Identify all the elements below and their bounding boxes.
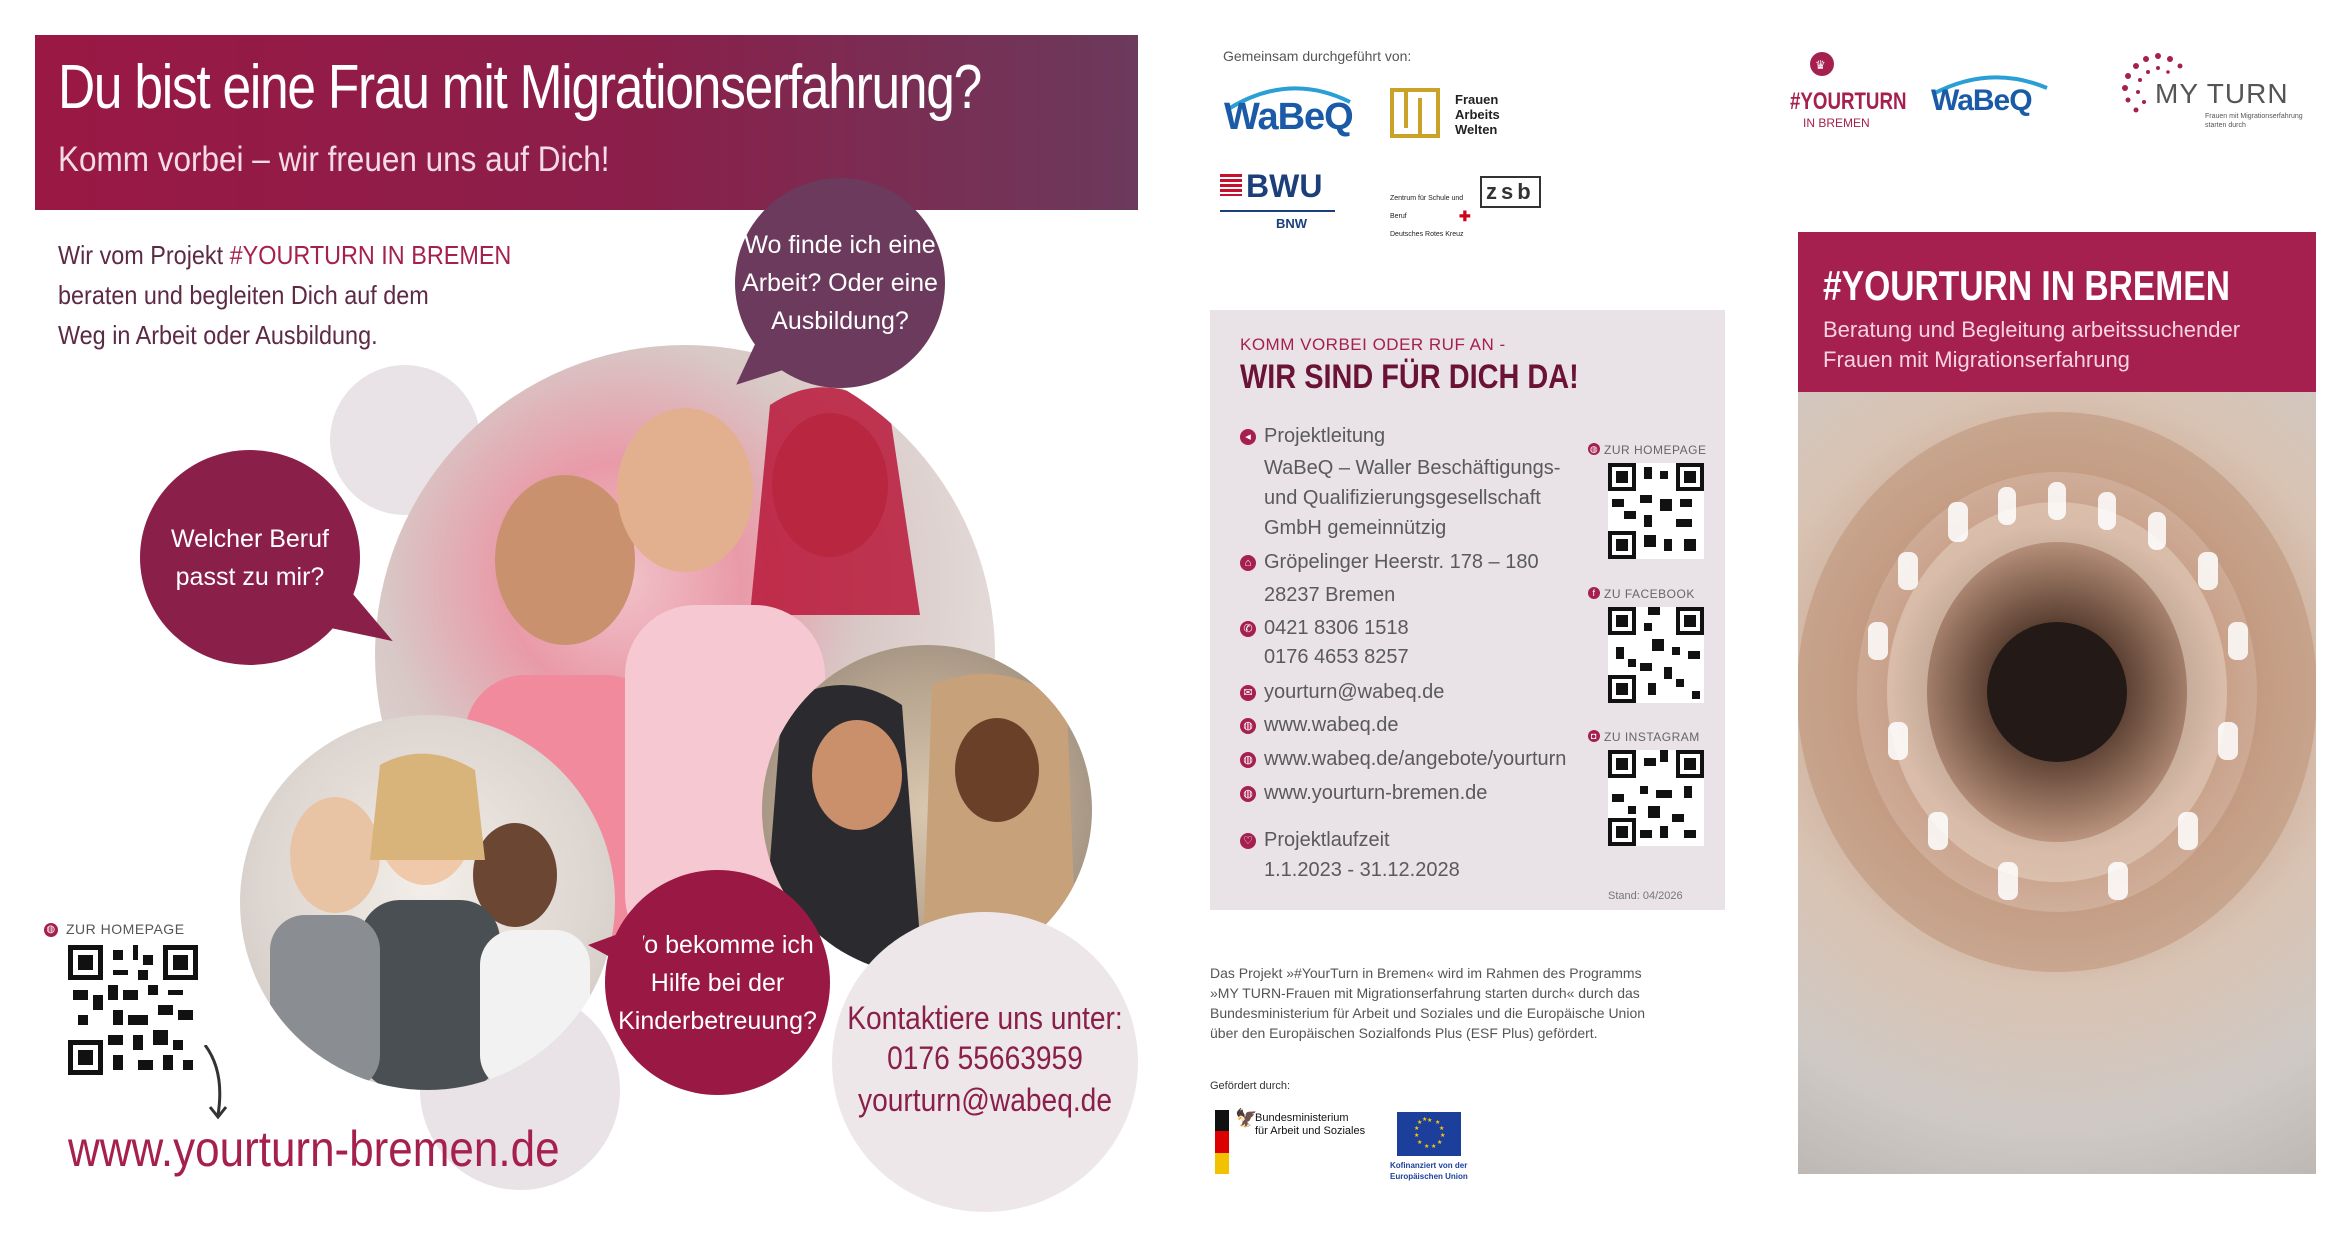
myturn-sub-line: Frauen mit Migrationserfahrung (2205, 113, 2303, 120)
funding-text: Das Projekt »#YourTurn in Bremen« wird im Rahmen des Programms »MY TURN-Frauen mit Migrationserfahrung starten durch« durch das Bundesministerium für Arbeit und Soziales und die Europäische Union über den Europäischen Sozialfonds Plus (ESF Plus) gefördert. (1210, 965, 1646, 1041)
intro-line-2: beraten und begleiten Dich auf dem (58, 280, 429, 310)
intro-line-3: Weg in Arbeit oder Ausbildung. (58, 320, 378, 350)
cover-subtitle (1823, 315, 2240, 375)
wabeq-wordmark: WaBeQ (1931, 84, 2032, 117)
instagram-icon: ◘ (1588, 730, 1600, 742)
bubble-career-line: passt zu mir? (175, 562, 325, 591)
faw-line: Welten (1455, 122, 1498, 137)
eu-line: Kofinanziert von der (1390, 1161, 1468, 1170)
info-email-text[interactable]: yourturn@wabeq.de (1264, 681, 1445, 703)
faw-line: Frauen (1455, 92, 1499, 107)
eu-line: Europäischen Union (1390, 1172, 1468, 1181)
home-icon: ⌂ (1240, 555, 1256, 571)
hero-title: Du bist eine Frau mit Migrationserfahrung? (58, 53, 982, 122)
faw-line: Arbeits (1455, 107, 1500, 122)
faw-logo-text (1455, 92, 1500, 137)
yourturn-logo-sub: IN BREMEN (1803, 116, 1870, 130)
german-flag-icon (1215, 1110, 1229, 1174)
partners-label: Gemeinsam durchgeführt von: (1223, 48, 1412, 64)
info-address-line: 28237 Bremen (1264, 584, 1396, 606)
zsb-logo-mark: zsb (1480, 176, 1541, 208)
left-qr-label (44, 921, 185, 937)
homepage-qr-code[interactable] (68, 945, 198, 1075)
homepage-qr-code[interactable] (1608, 463, 1704, 559)
cover-subtitle-line: Frauen mit Migrationserfahrung (1823, 347, 2130, 372)
bubble-career-question (140, 450, 360, 665)
bubble-childcare-line: Wo bekomme ich (621, 930, 814, 959)
svg-text:★: ★ (1427, 1118, 1433, 1124)
info-phone (1240, 613, 1409, 643)
info-web-link[interactable]: www.yourturn-bremen.de (1264, 782, 1488, 804)
mail-icon: ✉ (1240, 685, 1256, 701)
globe-icon: ◍ (1240, 752, 1256, 768)
svg-text:★: ★ (1435, 1120, 1441, 1126)
info-kicker: KOMM VORBEI ODER RUF AN - (1240, 335, 1506, 354)
bubble-job-line: Arbeit? Oder eine (742, 269, 938, 297)
qr-label-text: ZU FACEBOOK (1604, 587, 1695, 601)
bmas-text (1255, 1112, 1365, 1138)
eu-text (1390, 1160, 1468, 1182)
hands-circle-photo (1798, 392, 2316, 1174)
facebook-qr-code[interactable] (1608, 607, 1704, 703)
svg-text:★: ★ (1437, 1140, 1443, 1146)
qr-label-instagram (1588, 730, 1700, 744)
info-stand: Stand: 04/2026 (1608, 890, 1683, 902)
contact-heading: Kontaktiere uns unter: (847, 1000, 1123, 1036)
info-web-2 (1240, 744, 1566, 774)
svg-text:★: ★ (1440, 1133, 1446, 1139)
yourturn-logo-text: #YOURTURN (1790, 88, 1907, 115)
eu-flag-icon (1397, 1112, 1461, 1156)
hero-subtitle: Komm vorbei – wir freuen uns auf Dich! (58, 140, 610, 179)
funding-label: Gefördert durch: (1210, 1080, 1291, 1092)
bmas-line: Bundesministerium (1255, 1112, 1349, 1124)
globe-icon: ◍ (44, 923, 58, 937)
bubble-job-line: Wo finde ich eine (744, 231, 936, 259)
bnw-wordmark: BNW (1276, 216, 1308, 231)
cover-title: #YOURTURN IN BREMEN (1823, 262, 2230, 309)
bubble-childcare-line: Kinderbetreuung? (618, 1006, 817, 1035)
myturn-logo-sub (2205, 112, 2303, 130)
globe-icon: ◍ (1589, 444, 1599, 454)
info-web-link[interactable]: www.wabeq.de/angebote/yourturn (1264, 748, 1567, 770)
facebook-icon: f (1588, 587, 1600, 599)
info-laufzeit (1240, 825, 1390, 855)
curved-arrow-icon (200, 1045, 240, 1125)
info-leitung-line: GmbH gemeinnützig (1264, 517, 1447, 539)
bubble-career-line: Welcher Beruf (171, 524, 329, 553)
svg-text:★: ★ (1424, 1144, 1430, 1150)
qr-label-text: ZU INSTAGRAM (1604, 730, 1700, 744)
info-phone-line[interactable]: 0421 8306 1518 (1264, 617, 1409, 639)
hand-icon: ♡ (1240, 833, 1256, 849)
contact-email[interactable]: yourturn@wabeq.de (857, 1082, 1113, 1118)
left-qr-label-text: ZUR HOMEPAGE (66, 921, 185, 937)
intro-line-1 (58, 235, 526, 275)
bwu-flag-icon (1220, 174, 1242, 196)
bwu-wordmark: BWU (1246, 168, 1323, 204)
globe-icon: ◍ (1240, 718, 1256, 734)
instagram-qr-code[interactable] (1608, 750, 1704, 846)
svg-text:★: ★ (1414, 1133, 1420, 1139)
zsb-line: Deutsches Rotes Kreuz (1390, 231, 1464, 238)
bwu-logo (1220, 168, 1335, 237)
svg-text:★: ★ (1414, 1126, 1420, 1132)
bubble-job-line: Ausbildung? (771, 307, 909, 335)
info-address-line: Gröpelinger Heerstr. 178 – 180 (1264, 551, 1539, 573)
zsb-line: Zentrum für Schule und Beruf (1390, 195, 1464, 220)
svg-text:★: ★ (1422, 1117, 1428, 1123)
qr-label-text: ZUR HOMEPAGE (1604, 443, 1707, 457)
info-web-1 (1240, 710, 1399, 740)
bubble-tail (588, 925, 643, 975)
cover-subtitle-line: Beratung und Begleitung arbeitssuchender (1823, 317, 2241, 342)
eagle-icon: 🦅 (1235, 1108, 1258, 1128)
svg-text:★: ★ (1417, 1140, 1423, 1146)
bmas-line: für Arbeit und Soziales (1255, 1125, 1366, 1137)
qr-label-homepage (1588, 443, 1706, 457)
info-web-3 (1240, 778, 1487, 808)
info-email (1240, 677, 1444, 707)
bubble-childcare-line: Hilfe bei der (650, 968, 785, 997)
intro-prefix: Wir vom Projekt (58, 240, 230, 270)
wabeq-wordmark: WaBeQ (1224, 96, 1353, 138)
myturn-logo-text: MY TURN (2155, 78, 2289, 109)
intro-project-name: #YOURTURN IN BREMEN (229, 240, 512, 270)
svg-text:★: ★ (1417, 1120, 1423, 1126)
phone-icon: ✆ (1240, 621, 1256, 637)
bubble-childcare-question (605, 870, 830, 1095)
contact-phone[interactable]: 0176 55663959 (887, 1040, 1083, 1076)
info-leitung-line: und Qualifizierungsgesellschaft (1264, 487, 1541, 509)
info-leitung-label: Projektleitung (1264, 425, 1386, 447)
info-heading: WIR SIND FÜR DICH DA! (1240, 358, 1579, 396)
red-cross-icon: ✚ (1459, 208, 1471, 224)
info-web-link[interactable]: www.wabeq.de (1264, 714, 1399, 736)
info-laufzeit-label: Projektlaufzeit (1264, 829, 1390, 851)
website-link[interactable]: www.yourturn-bremen.de (68, 1121, 560, 1177)
info-address (1240, 547, 1539, 577)
info-leitung (1240, 421, 1385, 451)
svg-text:★: ★ (1431, 1144, 1437, 1150)
yourturn-crown-icon: ♛ (1810, 52, 1834, 76)
qr-label-facebook (1588, 587, 1695, 601)
megaphone-icon: ◂ (1240, 429, 1256, 445)
info-laufzeit-dates: 1.1.2023 - 31.12.2028 (1264, 859, 1460, 881)
women-trio-photo (240, 715, 615, 1090)
globe-icon: ◍ (1240, 786, 1256, 802)
info-leitung-line: WaBeQ – Waller Beschäftigungs- (1264, 457, 1561, 479)
myturn-sub-line: starten durch (2205, 122, 2246, 129)
wabeq-logo-right (1925, 70, 2055, 125)
faw-logo-mark (1390, 88, 1440, 138)
wabeq-logo (1220, 80, 1360, 145)
info-phone-line[interactable]: 0176 4653 8257 (1264, 646, 1409, 668)
svg-text:★: ★ (1439, 1126, 1445, 1132)
